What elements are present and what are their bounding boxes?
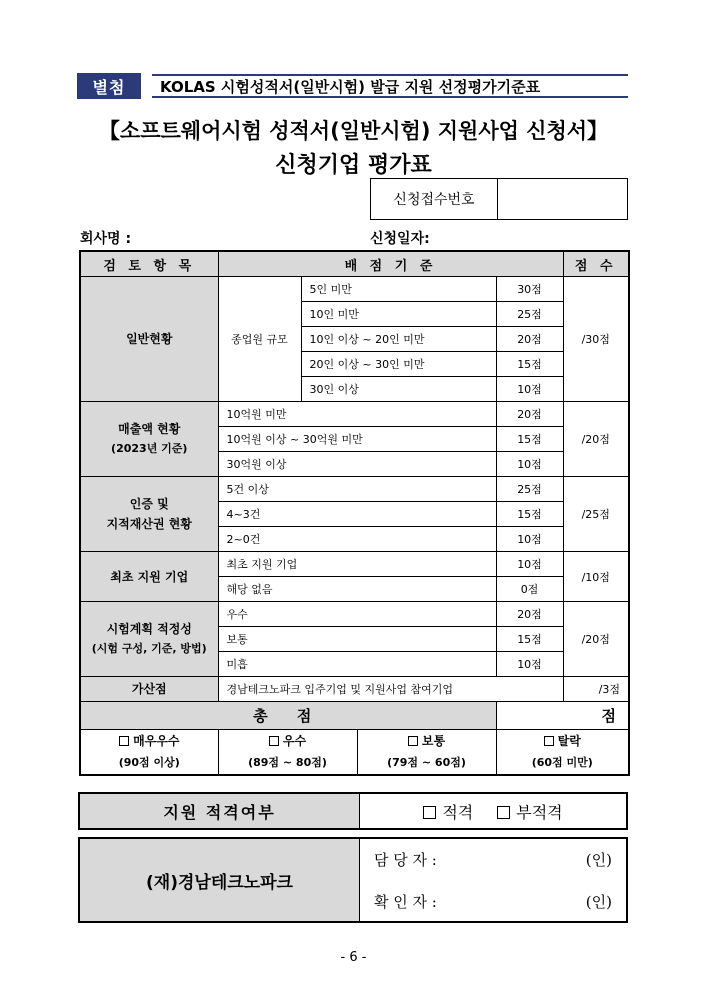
grade-range: (90점 이상)	[118, 756, 180, 769]
points: 10점	[496, 652, 563, 677]
points: 10점	[496, 452, 563, 477]
points: 15점	[496, 627, 563, 652]
grade-label: 우수	[282, 734, 307, 748]
points: 10점	[496, 377, 563, 402]
evaluation-table	[79, 250, 630, 776]
score-cell[interactable]: /20점	[563, 602, 629, 677]
section-sales	[80, 402, 218, 477]
section-general: 일반현황	[80, 277, 218, 402]
grade-range: (60점 미만)	[531, 756, 593, 769]
confirmer-row[interactable]	[374, 891, 612, 912]
header-score: 점 수	[563, 251, 629, 277]
eligibility-box	[78, 792, 628, 830]
score-cell[interactable]: /20점	[563, 402, 629, 477]
confirmer-seal: (인)	[585, 893, 612, 911]
points: 25점	[496, 477, 563, 502]
section-test-plan-note: (시험 구성, 기준, 방법)	[91, 642, 207, 655]
checkbox-icon[interactable]	[119, 736, 129, 746]
document-subtitle: 신청기업 평가표	[275, 153, 432, 178]
criterion: 미흡	[218, 652, 496, 677]
score-cell[interactable]: /25점	[563, 477, 629, 552]
section-bonus: 가산점	[80, 677, 218, 702]
receipt-number-box	[370, 178, 628, 220]
criterion: 최초 지원 기업	[218, 552, 496, 577]
grade-label: 매우우수	[133, 734, 180, 748]
criterion: 2~0건	[218, 527, 496, 552]
manager-label: 담 당 자 :	[374, 851, 437, 869]
section-first-support: 최초 지원 기업	[80, 552, 218, 602]
section-sales-note: (2023년 기준)	[111, 442, 188, 455]
points: 15점	[496, 502, 563, 527]
criterion: 20인 이상 ~ 30인 미만	[301, 352, 496, 377]
points: 30점	[496, 277, 563, 302]
criterion: 30인 이상	[301, 377, 496, 402]
organization-name: (재)경남테크노파크	[80, 839, 360, 921]
points: 20점	[496, 402, 563, 427]
criterion: 5건 이상	[218, 477, 496, 502]
points: 15점	[496, 427, 563, 452]
header-item: 검 토 항 목	[80, 251, 218, 277]
criterion: 10인 이상 ~ 20인 미만	[301, 327, 496, 352]
total-score-cell[interactable]: 점	[496, 702, 629, 730]
appendix-badge: 별첨	[77, 73, 141, 99]
confirmer-label: 확 인 자 :	[374, 893, 437, 911]
checkbox-icon[interactable]	[497, 806, 510, 819]
criterion: 5인 미만	[301, 277, 496, 302]
grade-excellent[interactable]	[80, 730, 218, 776]
total-label: 총 점	[80, 702, 496, 730]
bonus-criterion: 경남테크노파크 입주기업 및 지원사업 참여기업	[218, 677, 563, 702]
receipt-number-field[interactable]	[498, 179, 627, 219]
points: 10점	[496, 552, 563, 577]
apply-date-label: 신청일자:	[370, 231, 430, 247]
grade-label: 탈락	[557, 734, 581, 748]
points: 20점	[496, 327, 563, 352]
header-criteria: 배 점 기 준	[218, 251, 563, 277]
section-certification-name: 인증 및	[129, 497, 169, 511]
criterion: 우수	[218, 602, 496, 627]
score-cell[interactable]: /30점	[563, 277, 629, 402]
grade-good[interactable]	[218, 730, 496, 776]
eligibility-pass-option[interactable]	[423, 800, 473, 823]
checkbox-icon[interactable]	[544, 736, 554, 746]
eligibility-label: 지원 적격여부	[80, 794, 360, 828]
criterion: 보통	[218, 627, 496, 652]
checkbox-icon[interactable]	[423, 806, 436, 819]
manager-seal: (인)	[585, 851, 612, 869]
criterion: 30억원 이상	[218, 452, 496, 477]
bonus-score-cell[interactable]: /3점	[563, 677, 629, 702]
header-title: KOLAS 시험성적서(일반시험) 발급 지원 선정평가기준표	[152, 74, 628, 98]
employee-size-label: 종업원 규모	[218, 277, 301, 402]
criterion: 10억원 미만	[218, 402, 496, 427]
criterion: 4~3건	[218, 502, 496, 527]
section-test-plan	[80, 602, 218, 677]
section-test-plan-name: 시험계획 적정성	[106, 622, 192, 636]
grade-range: (79점 ~ 60점)	[387, 756, 466, 769]
points: 20점	[496, 602, 563, 627]
document-title: 【소프트웨어시험 성적서(일반시험) 지원사업 신청서】	[98, 119, 609, 143]
grade-range: (89점 ~ 80점)	[248, 756, 327, 769]
points: 25점	[496, 302, 563, 327]
criterion: 해당 없음	[218, 577, 496, 602]
eligibility-fail-label: 부적격	[516, 802, 563, 822]
page-number: - 6 -	[340, 950, 367, 965]
eligibility-pass-label: 적격	[442, 802, 474, 822]
points: 0점	[496, 577, 563, 602]
points: 15점	[496, 352, 563, 377]
signature-box	[78, 837, 628, 923]
checkbox-icon[interactable]	[408, 736, 418, 746]
criterion: 10억원 이상 ~ 30억원 미만	[218, 427, 496, 452]
grade-average[interactable]	[358, 730, 496, 774]
eligibility-fail-option[interactable]	[497, 800, 562, 823]
manager-row[interactable]	[374, 849, 612, 870]
checkbox-icon[interactable]	[269, 736, 279, 746]
points: 10점	[496, 527, 563, 552]
section-certification	[80, 477, 218, 552]
company-name-label: 회사명 :	[80, 231, 132, 247]
grade-fail[interactable]	[496, 730, 629, 776]
grade-label: 보통	[421, 734, 446, 748]
receipt-number-label: 신청접수번호	[371, 179, 498, 219]
eligibility-options	[360, 794, 626, 828]
score-cell[interactable]: /10점	[563, 552, 629, 602]
criterion: 10인 미만	[301, 302, 496, 327]
section-sales-name: 매출액 현황	[118, 422, 181, 436]
section-certification-name2: 지적재산권 현황	[106, 517, 192, 531]
